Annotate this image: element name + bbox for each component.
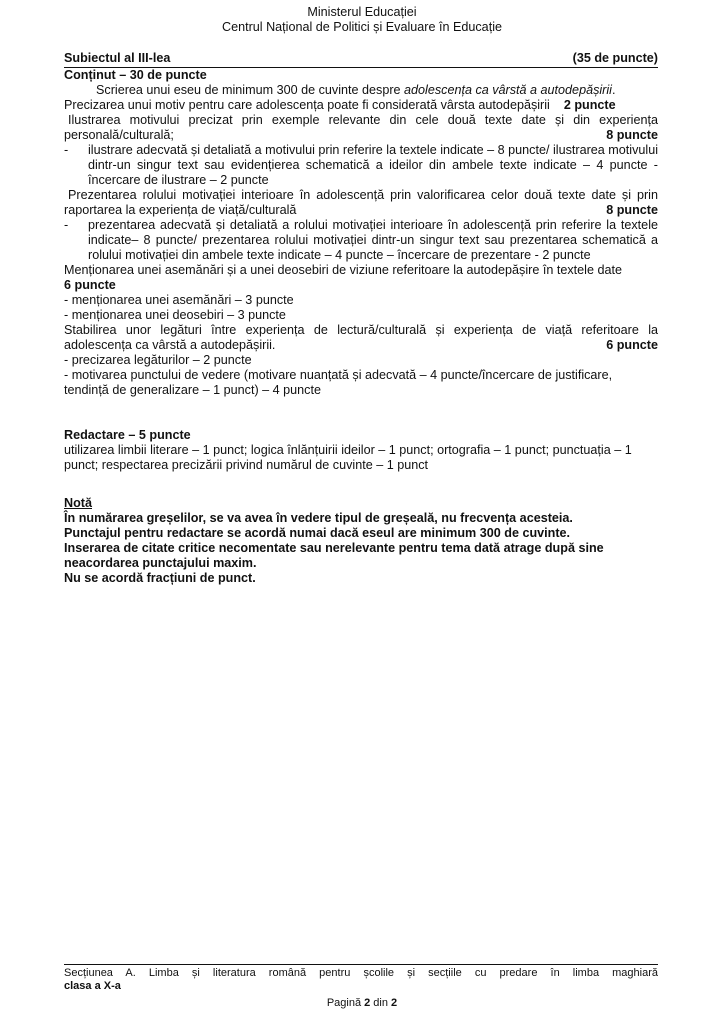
subject-points: (35 de puncte)	[572, 51, 658, 65]
criterion-4-item-1: - menționarea unei asemănări – 3 puncte	[64, 293, 294, 307]
nota-heading: Notă	[64, 496, 92, 510]
criterion-3-dash: -	[64, 218, 69, 232]
criterion-3-text: Prezentarea rolului motivației interioare în adolescență prin valorificarea celor două texte date și prin raportarea la experiența de viață/culturală	[64, 188, 658, 217]
redactare-heading: Redactare – 5 puncte	[64, 428, 191, 442]
nota-line-2: Punctajul pentru redactare se acordă numai dacă eseul are minimum 300 de cuvinte.	[64, 526, 571, 540]
essay-intro	[64, 83, 658, 98]
footer-section: Secțiunea A. Limba și literatura română pentru școlile și secțiile cu predare în limba maghiară	[64, 967, 658, 979]
subject-title: Subiectul al III-lea	[64, 51, 171, 65]
footer-class: clasa a X-a	[64, 980, 121, 992]
criterion-4-points: 6 puncte	[64, 278, 116, 292]
criterion-5-item-1: - precizarea legăturilor – 2 puncte	[64, 353, 252, 367]
criterion-2-item-text: ilustrare adecvată și detaliată a motivului prin referire la textele indicate – 8 puncte/ ilustrarea motivului dintr-un singur text sau evidențierea schematică a ideilor din ambele texte indicate – 4 puncte - încercare de ilustrare – 2 puncte	[88, 143, 658, 187]
document-body	[64, 51, 658, 586]
nota-line-1: În numărarea greșelilor, se va avea în vedere tipul de greșeală, nu frecvența acesteia.	[64, 511, 573, 525]
page-total: 2	[391, 997, 398, 1009]
document-footer	[64, 964, 658, 993]
essay-intro-text: Scrierea unui eseu de minimum 300 de cuvinte despre	[96, 83, 405, 97]
criterion-3-item	[64, 218, 658, 263]
criterion-3	[64, 188, 658, 218]
subject-title-row	[64, 51, 658, 68]
redactare-text: utilizarea limbii literare – 1 punct; logica înlănțuirii ideilor – 1 punct; ortografia – 1 punct; punctuația – 1 punct; respectarea precizării privind numărul de cuvinte – 1 punct	[64, 443, 632, 472]
criterion-5	[64, 323, 658, 353]
nota-line-3: Inserarea de citate critice necomentate sau nerelevante pentru tema dată atrage după sine neacordarea punctajului maxim.	[64, 541, 604, 570]
nota-line-4: Nu se acordă fracțiuni de punct.	[64, 571, 256, 585]
essay-topic: adolescența ca vârstă a autodepășirii	[404, 83, 612, 97]
criterion-5-points: 6 puncte	[606, 338, 658, 352]
page-mid: din	[370, 997, 392, 1009]
criterion-1-text: Precizarea unui motiv pentru care adolescența poate fi considerată vârsta autodepășirii	[64, 98, 550, 112]
criterion-2-points: 8 puncte	[606, 128, 658, 142]
page-number	[0, 996, 724, 1011]
criterion-4-item-2: - menționarea unei deosebiri – 3 puncte	[64, 308, 286, 322]
criterion-4-text: Menționarea unei asemănări și a unei deosebiri de viziune referitoare la autodepășire în textele date	[64, 263, 622, 277]
document-header	[0, 5, 724, 35]
page-current: 2	[364, 997, 371, 1009]
criterion-5-item-2: - motivarea punctului de vedere (motivare nuanțată și adecvată – 4 puncte/încercare de justificare, tendință de generalizare – 1 punct) – 4 puncte	[64, 368, 613, 397]
center-name: Centrul Național de Politici și Evaluare în Educație	[221, 20, 502, 34]
page-prefix: Pagină	[326, 997, 365, 1009]
ministry-name: Ministerul Educației	[307, 5, 417, 19]
criterion-2-text: Ilustrarea motivului precizat prin exemple relevante din cele două texte date și din experiența personală/culturală;	[64, 113, 658, 142]
criterion-1	[64, 98, 658, 113]
criterion-3-item-text: prezentarea adecvată și detaliată a rolului motivației interioare în adolescență prin referire la textele indicate– 8 puncte/ prezentarea rolului motivației dintr-un singur text sau prezentarea schematică a rolului motivației din ambele texte indicate – 4 puncte – încercare de prezentare - 2 puncte	[88, 218, 658, 262]
criterion-5-text: Stabilirea unor legături între experiența de lectură/culturală și experiența de viață referitoare la adolescența ca vârstă a autodepășirii.	[64, 323, 658, 352]
criterion-2-item	[64, 143, 658, 188]
criterion-3-points: 8 puncte	[606, 203, 658, 217]
criterion-2	[64, 113, 658, 143]
content-heading: Conținut – 30 de puncte	[64, 68, 207, 82]
essay-intro-end: .	[611, 83, 616, 97]
criterion-1-points: 2 puncte	[563, 98, 616, 112]
criterion-4	[64, 263, 658, 278]
criterion-2-dash: -	[64, 143, 69, 157]
